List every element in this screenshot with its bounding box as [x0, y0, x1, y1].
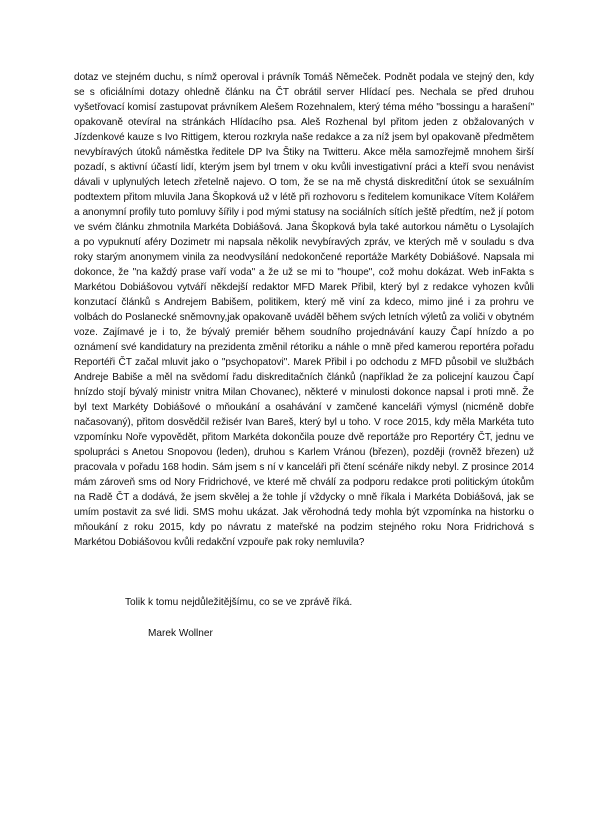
author-signature: Marek Wollner	[148, 628, 213, 639]
body-paragraph: dotaz ve stejném duchu, s nímž operoval i právník Tomáš Němeček. Podnět podala ve stejný den, kdy se s oficiálními dotazy ohledně článku na ČT obrátil server Hlídací pes. Nechala se před druhou vyšetřovací komisí zastupovat právníkem Alešem Rozehnalem, který téma mého "bossingu a harašení" opakovaně otevíral na stránkách Hlídacího psa. Aleš Rozhenal byl přitom jeden z obžalovaných v Jízdenkové kauze s Ivo Rittigem, kterou rozkryla naše redakce a za níž jsem byl opakovaně předmětem nevybíravých útoků náměstka ředitele DP Iva Štiky na Twitteru. Akce měla samozřejmě mnohem širší pozadí, s aktivní účastí lidí, kterým jsem byl trnem v oku kvůli investigativní práci a kteří svou nenávist dávali v uplynulých letech zřetelně najevo. O tom, že se na mě chystá diskreditční útok se sexuálním podtextem přitom mluvila Jana Škopková už v létě při rozhovoru s ředitelem komunikace Vítem Kolářem a anonymní profily tuto pomluvy šířily i pod mými statusy na sociálních sítích ještě předtím, než jí potom ve svém článku zhmotnila Markéta Dobiášová. Jana Škopková byla také autorkou námětu o Lysolajích a po vypuknutí aféry Dozimetr mi napsala několik nevybíravých zpráv, ve kterých mě v souladu s dva roky starým anonymem vinila za neodvysílání nedokončené reportáže Markéty Dobiášové. Napsala mi dokonce, že "na každý prase vaří voda" a že už se mi to "houpe", což mohu dokázat. Web inFakta s Markétou Dobiášovou vytváří někdejší redaktor MFD Marek Přibil, který byl z redakce vyhozen kvůli konzutací článků s Andrejem Babišem, politikem, který mě viní za kdeco, mimo jiné i za prohru ve volbách do Poslanecké sněmovny,jak opakovaně uváděl během svých letních výletů za voliči v obytném voze. Zajímavé je i to, že bývalý premiér během soudního projednávání kauzy Čapí hnízdo a po oznámení své kandidatury na prezidenta změnil rétoriku a náhle o mně před kamerou reportéra pořadu Reportéři ČT začal mluvit jako o "psychopatovi". Marek Přibil i po odchodu z MFD působil ve službách Andreje Babiše a měl na svědomí řadu diskreditačních článků (například že za policejní kauzou Čapí hnízdo stojí bývalý ministr vnitra Milan Chovanec), některé v minulosti dokonce napsal i proti mně. Že byl text Markéty Dobiášové o mňoukání a osahávání v zamčené kanceláři výmysl (nicméně dobře načasovaný), přitom dosvědčil režisér Ivan Bareš, který byl u toho. V roce 2015, kdy měla Markéta tuto vzpomínku Noře vypovědět, přitom Markéta dokončila pouze dvě reportáže pro Reportéry ČT, jednu ve spolupráci s Anetou Snopovou (leden), druhou s Karlem Vránou (březen), později (rovněž březen) už pracovala v pořadu 168 hodin. Sám jsem s ní v kanceláři při čtení scénáře nikdy nebyl. Z prosince 2014 mám zároveň sms od Nory Fridrichové, ve které mě chválí za podporu redakce proti politickým útokům na Radě ČT a dodává, že jsem skvělej a že tohle jí vždycky o mně říkala i Markéta Dobiášová, jak se umím postavit za své lidi. SMS mohu ukázat. Jak věrohodná tedy mohla být vzpomínka na historku o mňoukání z roku 2015, kdy po návratu z mateřské na podzim stejného roku Nora Fridrichová s Markétou Dobiášovou kvůli redakční vzpouře pak roky nemluvila?	[74, 72, 534, 548]
closing-line: Tolik k tomu nejdůležitějšímu, co se ve zprávě říká.	[125, 597, 353, 608]
